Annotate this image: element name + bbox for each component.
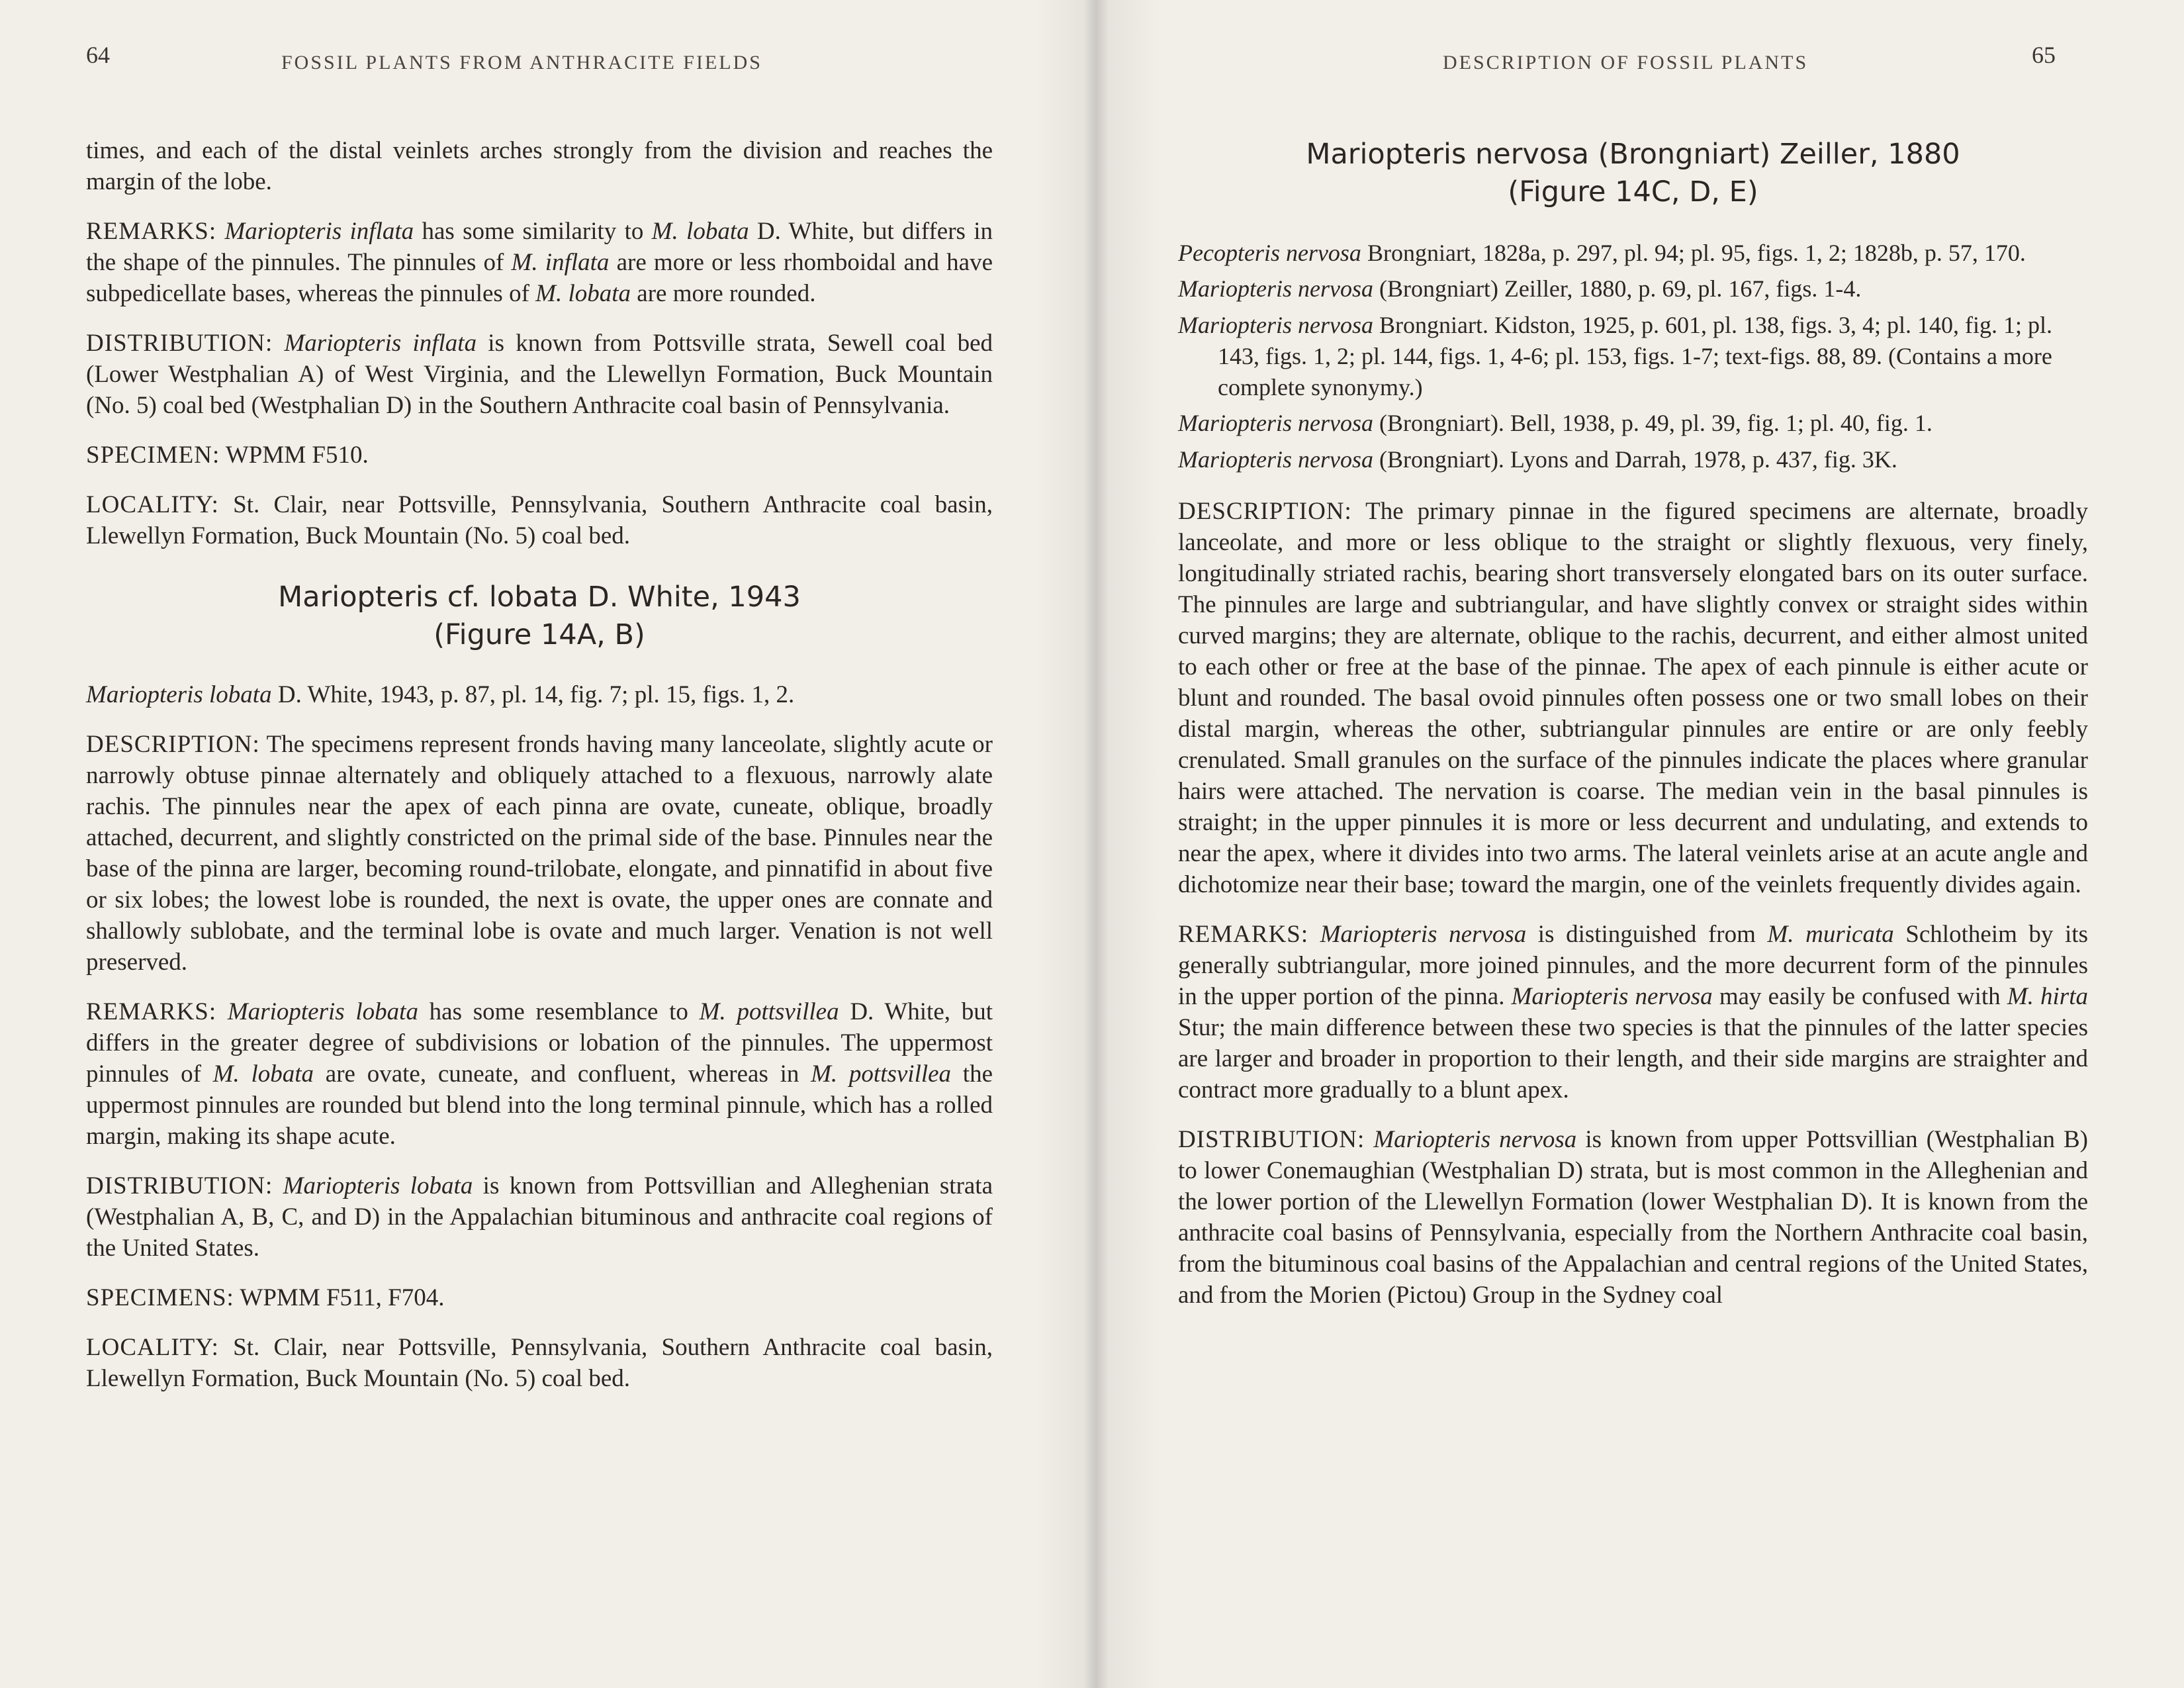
text-run: Brongniart, 1828a, p. 297, pl. 94; pl. 95, figs. 1, 2; 1828b, p. 57, 170. [1361,239,2026,266]
left-page [0,0,1085,1688]
section-label: SPECIMENS: [86,1284,234,1312]
taxon-name: Pecopteris nervosa [1178,239,1361,266]
taxon-name: M. lobata [651,217,749,245]
section-label: LOCALITY: [86,1334,219,1362]
section-label: LOCALITY: [86,491,219,518]
inflata-distribution [86,328,993,422]
taxon-name: Mariopteris nervosa [1511,982,1713,1010]
text-run: has some resemblance to [418,998,700,1026]
page-number: 65 [2032,42,2056,68]
text-run: is distinguished from [1526,920,1768,948]
taxon-name: Mariopteris nervosa [1178,275,1373,303]
section-label: REMARKS: [86,217,217,245]
section-label: DESCRIPTION: [86,731,260,759]
text-run: WPMM F510. [220,441,369,469]
heading-title: Mariopteris nervosa (Brongniart) Zeiller, 1880 [1306,138,1960,171]
right-page [1085,0,2184,1688]
lobata-synonym [86,680,993,711]
inflata-locality [86,490,993,552]
lobata-remarks [86,997,993,1152]
text-run: (Brongniart) Zeiller, 1880, p. 69, pl. 167, figs. 1-4. [1373,275,1862,303]
taxon-name: Mariopteris nervosa [1178,410,1373,437]
text-run: has some similarity to [414,217,652,245]
nervosa-description [1178,496,2088,901]
text-run: The primary pinnae in the figured specimens are alternate, broadly lanceolate, and more or less oblique to the straight or slightly flexuous, very finely, longitudinally striated rachis, bearing short transversely elongated bars on its outer surface. The pinnules are large and subtriangular, and have slightly convex or straight sides within curved margins; they are alternate, oblique to the rachis, decurrent, and either almost united to each other or free at the base of the pinnae. The apex of each pinnule is either acute or blunt and rounded. The basal ovoid pinnules often possess one or two small lobes on their distal margin, whereas the other, subtriangular pinnules are entire or are only feebly crenulated. Small granules on the surface of the pinnules indicate the places where granular hairs were attached. The nervation is coarse. The median vein in the basal pinnules is straight; in the upper pinnules it is more or less decurrent and undulating, and extends to near the apex, where it divides into two arms. The lateral veinlets arise at an acute angle and dichotomize near their base; toward the margin, one of the veinlets frequently divides again. [1178,498,2088,898]
text-run: is known from upper Pottsvillian (Westphalian B) to lower Conemaughian (Westphalian D) strata, but is most common in the Alleghenian and the lower portion of the Llewellyn Formation (lower Westphalian D). It is known from the anthracite coal basins of Pennsylvania, especially from the Northern Anthracite coal basin, from the bituminous coal basins of the Appalachian and central regions of the United States, and from the Morien (Pictou) Group in the Sydney coal [1178,1125,2088,1309]
taxon-name: M. pottsvillea [811,1060,952,1088]
taxon-name: M. lobata [535,279,631,307]
page-number: 64 [86,42,110,68]
text-run: are ovate, cuneate, and confluent, whereas in [314,1060,811,1088]
taxon-name: M. hirta [2007,982,2088,1010]
section-label: REMARKS: [86,998,217,1026]
taxon-name: Mariopteris nervosa [1373,1125,1577,1153]
lobata-description [86,729,993,978]
taxon-name: M. lobata [212,1060,314,1088]
text-run: may easily be confused with [1712,982,2007,1010]
taxon-name: M. muricata [1767,920,1894,948]
section-label: DISTRIBUTION: [86,329,273,357]
section-label: REMARKS: [1178,920,1309,948]
taxon-name: M. pottsvillea [699,998,839,1026]
left-page-content [86,136,993,1413]
text-run: are more or less rhomboidal and have subpedicellate bases, whereas the pinnules of [86,248,993,307]
running-head: DESCRIPTION OF FOSSIL PLANTS [1443,52,1809,73]
synonym-entry [1178,408,2088,439]
right-page-content [1178,136,2088,1330]
section-label: DISTRIBUTION: [1178,1125,1365,1153]
lobata-locality [86,1333,993,1395]
running-head: FOSSIL PLANTS FROM ANTHRACITE FIELDS [281,52,762,73]
synonym-entry [1178,238,2088,269]
taxon-name: Mariopteris nervosa [1178,312,1373,339]
inflata-specimen [86,440,993,471]
text-run: St. Clair, near Pottsville, Pennsylvania, Southern Anthracite coal basin, Llewellyn Formation, Buck Mountain (No. 5) coal bed. [86,491,993,549]
taxon-name: M. inflata [511,248,610,276]
text-run: D. White, but differs in the shape of the pinnules. The pinnules of [86,217,993,276]
taxon-name: Mariopteris lobata [283,1172,473,1200]
text-run: WPMM F511, F704. [234,1284,445,1312]
taxon-name: Mariopteris lobata [227,998,418,1026]
synonym-entry [1178,310,2088,402]
nervosa-remarks [1178,919,2088,1106]
text-run: is known from Pottsvillian and Alleghenian strata (Westphalian A, B, C, and D) in the Appalachian bituminous and anthracite coal regions of the United States. [86,1172,993,1262]
synonym-entry [1178,444,2088,475]
taxon-name: Mariopteris nervosa [1320,920,1527,948]
text-run: the uppermost pinnules are rounded but blend into the long terminal pinnule, which has a rolled margin, making its shape acute. [86,1060,993,1150]
section-label: DESCRIPTION: [1178,498,1352,526]
lobata-specimens [86,1283,993,1314]
text-run: (Brongniart). Lyons and Darrah, 1978, p. 437, fig. 3K. [1373,446,1897,473]
lobata-heading [86,579,993,654]
text-run: Stur; the main difference between these two species is that the pinnules of the latter species are larger and broader in proportion to their length, and their side margins are straighter and contract more gradually to a blunt apex. [1178,1013,2088,1103]
synonym-entry [1178,273,2088,305]
heading-title: Mariopteris cf. lobata D. White, 1943 [278,580,801,614]
taxon-name: Mariopteris inflata [224,217,414,245]
text-run: are more rounded. [631,279,816,307]
text-run: Brongniart. Kidston, 1925, p. 601, pl. 138, figs. 3, 4; pl. 140, fig. 1; pl. 143, figs. 1, 2; pl. 144, figs. 1, 4-6; pl. 153, figs. 1-7; text-figs. 88, 89. (Contains a more complete synonymy.) [1218,312,2052,400]
inflata-remarks [86,216,993,310]
section-label: DISTRIBUTION: [86,1172,273,1200]
lobata-distribution [86,1171,993,1264]
taxon-name: Mariopteris nervosa [1178,446,1373,473]
synonymy-list [1178,238,2088,476]
text-run: D. White, but differs in the greater degree of subdivisions or lobation of the pinnules. The uppermost pinnules of [86,998,993,1088]
taxon-name: Mariopteris inflata [284,329,477,357]
text-run: is known from Pottsville strata, Sewell coal bed (Lower Westphalian A) of West Virginia, and the Llewellyn Formation, Buck Mountain (No. 5) coal bed (Westphalian D) in the Southern Anthracite coal basin of Pennsylvania. [86,329,993,419]
heading-figure-ref: (Figure 14C, D, E) [1508,175,1758,209]
intro-paragraph: times, and each of the distal veinlets arches strongly from the division and reaches the margin of the lobe. [86,137,993,195]
text-run: The specimens represent fronds having many lanceolate, slightly acute or narrowly obtuse pinnae alternately and obliquely attached to a flexuous, narrowly alate rachis. The pinnules near the apex of each pinna are ovate, cuneate, oblique, broadly attached, decurrent, and slightly constricted on the primal side of the base. Pinnules near the base of the pinna are larger, becoming round-trilobate, elongate, and pinnatifid in about five or six lobes; the lowest lobe is rounded, the next is ovate, the upper ones are connate and shallowly sublobate, and the terminal lobe is ovate and much larger. Venation is not well preserved. [86,731,993,976]
text-run: St. Clair, near Pottsville, Pennsylvania, Southern Anthracite coal basin, Llewellyn Formation, Buck Mountain (No. 5) coal bed. [86,1334,993,1393]
text-run: (Brongniart). Bell, 1938, p. 49, pl. 39, fig. 1; pl. 40, fig. 1. [1373,410,1933,437]
text-run: Schlotheim by its generally subtriangular, more joined pinnules, and the more decurrent form of the pinnules in the upper portion of the pinna. [1178,920,2088,1010]
text-run: D. White, 1943, p. 87, pl. 14, fig. 7; pl. 15, figs. 1, 2. [271,681,795,709]
taxon-name: Mariopteris lobata [86,681,272,709]
nervosa-heading [1178,136,2088,211]
heading-figure-ref: (Figure 14A, B) [433,618,645,651]
nervosa-distribution [1178,1125,2088,1311]
section-label: SPECIMEN: [86,441,220,469]
